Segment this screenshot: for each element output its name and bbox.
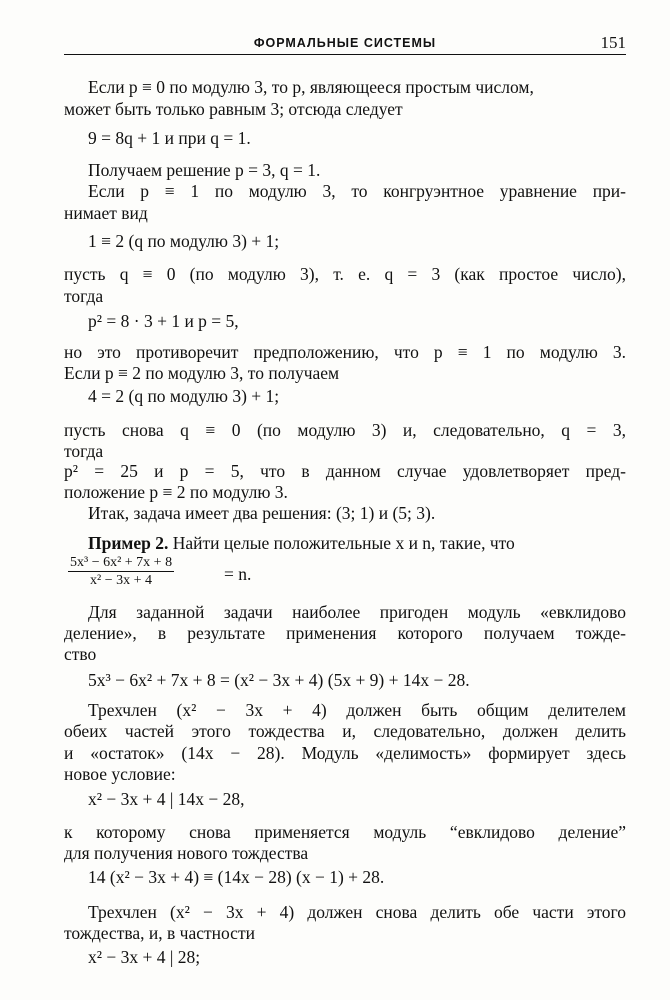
fraction-equation bbox=[68, 554, 368, 594]
text-line: пусть снова q ≡ 0 (по модулю 3) и, следовательно, q = 3, bbox=[64, 420, 626, 440]
running-title: ФОРМАЛЬНЫЕ СИСТЕМЫ bbox=[253, 36, 437, 50]
equation-line: 9 = 8q + 1 и при q = 1. bbox=[88, 128, 251, 148]
equation-line: p² = 8 · 3 + 1 и p = 5, bbox=[88, 311, 239, 331]
text-line: и «остаток» (14x − 28). Модуль «делимость» формирует здесь bbox=[64, 743, 626, 763]
text-line: Если p ≡ 0 по модулю 3, то p, являющееся простым числом, bbox=[88, 77, 534, 97]
equation-line: 5x³ − 6x² + 7x + 8 = (x² − 3x + 4) (5x + 9) + 14x − 28. bbox=[88, 670, 470, 690]
text-line: деление», в результате применения которого получаем тожде- bbox=[64, 623, 626, 643]
text-line: тогда bbox=[64, 441, 104, 461]
text-line: p² = 25 и p = 5, что в данном случае удовлетворяет пред- bbox=[64, 461, 626, 481]
text-line: для получения нового тождества bbox=[64, 843, 309, 863]
example-text: Найти целые положительные x и n, такие, что bbox=[172, 533, 515, 553]
text-line: может быть только равным 3; отсюда следует bbox=[64, 99, 403, 119]
example-label: Пример 2. bbox=[88, 533, 169, 553]
text-line: обеих частей этого тождества и, следовательно, должен делить bbox=[64, 721, 626, 741]
text-line: тогда bbox=[64, 286, 104, 306]
fraction-denominator: x² − 3x + 4 bbox=[90, 573, 153, 588]
text-line: Трехчлен (x² − 3x + 4) должен снова делить обе части этого bbox=[88, 902, 626, 922]
text-line: к которому снова применяется модуль “евклидово деление” bbox=[64, 822, 626, 842]
text-line: тождества, и, в частности bbox=[64, 923, 255, 943]
text-line: Для заданной задачи наиболее пригоден модуль «евклидово bbox=[88, 602, 626, 622]
equation-line: 1 ≡ 2 (q по модулю 3) + 1; bbox=[88, 231, 280, 251]
example-line bbox=[88, 532, 626, 554]
text-line: ство bbox=[64, 644, 97, 664]
text-line: нимает вид bbox=[64, 203, 148, 223]
fraction-rhs: = n. bbox=[224, 564, 252, 584]
text-line: Получаем решение p = 3, q = 1. bbox=[88, 160, 321, 180]
text-line: новое условие: bbox=[64, 764, 176, 784]
equation-line: 4 = 2 (q по модулю 3) + 1; bbox=[88, 386, 280, 406]
page-header bbox=[64, 30, 626, 58]
fraction bbox=[68, 554, 174, 589]
page-number: 151 bbox=[600, 33, 626, 52]
equation-line: x² − 3x + 4 | 14x − 28, bbox=[88, 789, 245, 809]
text-line: Если p ≡ 2 по модулю 3, то получаем bbox=[64, 363, 340, 383]
equation-line: x² − 3x + 4 | 28; bbox=[88, 947, 201, 967]
text-line: Трехчлен (x² − 3x + 4) должен быть общим делителем bbox=[88, 700, 626, 720]
text-line: Если p ≡ 1 по модулю 3, то конгруэнтное уравнение при- bbox=[88, 181, 626, 201]
header-rule bbox=[64, 54, 626, 55]
text-line: пусть q ≡ 0 (по модулю 3), т. е. q = 3 (как простое число), bbox=[64, 264, 626, 284]
text-line: Итак, задача имеет два решения: (3; 1) и (5; 3). bbox=[88, 503, 436, 523]
text-line: положение p ≡ 2 по модулю 3. bbox=[64, 482, 288, 502]
text-line: но это противоречит предположению, что p ≡ 1 по модулю 3. bbox=[64, 342, 626, 362]
fraction-numerator: 5x³ − 6x² + 7x + 8 bbox=[70, 555, 173, 570]
equation-line: 14 (x² − 3x + 4) ≡ (14x − 28) (x − 1) + 28. bbox=[88, 867, 385, 887]
